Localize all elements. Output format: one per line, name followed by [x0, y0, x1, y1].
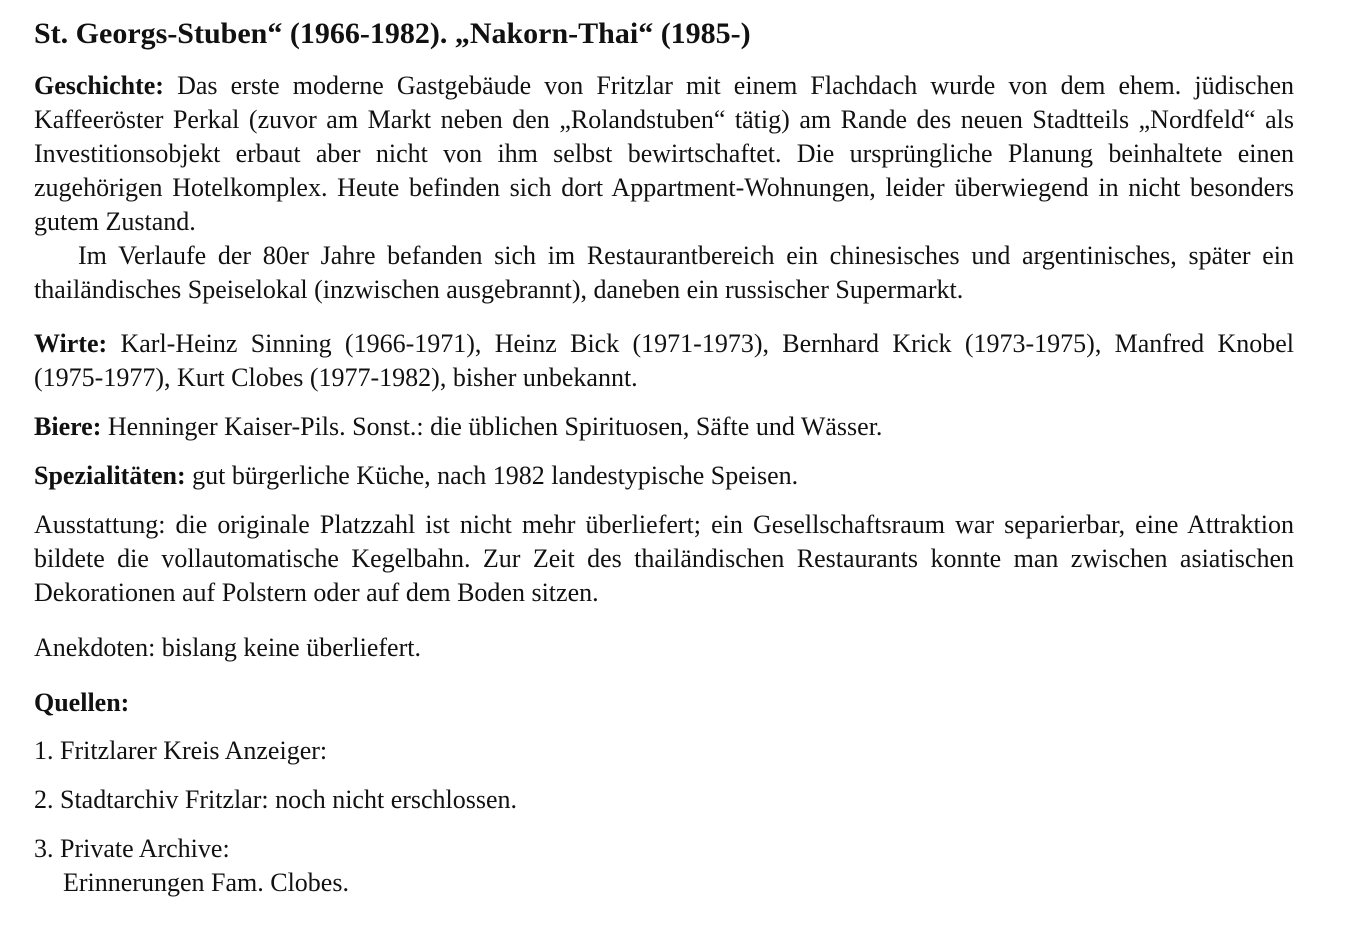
- section-biere: [34, 410, 882, 444]
- biere-label: Biere:: [34, 412, 102, 441]
- section-spezialitaeten: [34, 459, 798, 493]
- geschichte-paragraph-2: Im Verlaufe der 80er Jahre befanden sich im Restaurantbereich ein chinesisches und argentinisches, später ein thailändisches Speiselokal (inzwischen ausgebrannt), daneben ein russischer Supermarkt.: [34, 241, 1294, 304]
- wirte-text: Karl-Heinz Sinning (1966-1971), Heinz Bick (1971-1973), Bernhard Krick (1973-1975), Manfred Knobel (1975-1977), Kurt Clobes (1977-1982), bisher unbekannt.: [34, 329, 1294, 392]
- quellen-heading: Quellen:: [34, 688, 130, 717]
- page-title: St. Georgs-Stuben“ (1966-1982). „Nakorn-Thai“ (1985-): [34, 17, 751, 50]
- wirte-paragraph: [34, 327, 1294, 395]
- geschichte-label: Geschichte:: [34, 71, 164, 100]
- quellen-item-2: 2. Stadtarchiv Fritzlar: noch nicht erschlossen.: [34, 785, 518, 814]
- section-wirte: [34, 327, 1294, 395]
- geschichte-text: Das erste moderne Gastgebäude von Fritzlar mit einem Flachdach wurde von dem ehem. jüdischen Kaffeeröster Perkal (zuvor am Markt neben den „Rolandstuben“ tätig) am Rande des neuen Stadtteils „Nordfeld“ als Investitionsobjekt erbaut aber nicht von ihm selbst bewirtschaftet. Die ursprüngliche Planung beinhaltete einen zugehörigen Hotelkomplex. Heute befinden sich dort Appartment-Wohnungen, leider überwiegend in nicht besonders gutem Zustand.: [34, 71, 1294, 236]
- quellen-item-3: 3. Private Archive:: [34, 834, 230, 863]
- section-anekdoten: Anekdoten: bislang keine überliefert.: [34, 633, 421, 662]
- quellen-item-1: 1. Fritzlarer Kreis Anzeiger:: [34, 736, 328, 765]
- spezialitaeten-label: Spezialitäten:: [34, 461, 186, 490]
- section-geschichte: [34, 69, 1294, 307]
- geschichte-paragraph: [34, 69, 1294, 239]
- wirte-label: Wirte:: [34, 329, 108, 358]
- spezialitaeten-text: gut bürgerliche Küche, nach 1982 landestypische Speisen.: [185, 461, 799, 490]
- biere-text: Henninger Kaiser-Pils. Sonst.: die üblichen Spirituosen, Säfte und Wässer.: [101, 412, 883, 441]
- section-ausstattung: [34, 508, 1294, 610]
- ausstattung-paragraph: Ausstattung: die originale Platzzahl ist nicht mehr überliefert; ein Gesellschaftsraum war separierbar, eine Attraktion bildete die vollautomatische Kegelbahn. Zur Zeit des thailändischen Restaurants konnte man zwischen asiatischen Dekorationen auf Polstern oder auf dem Boden sitzen.: [34, 510, 1294, 607]
- quellen-item-3-detail: Erinnerungen Fam. Clobes.: [63, 868, 349, 897]
